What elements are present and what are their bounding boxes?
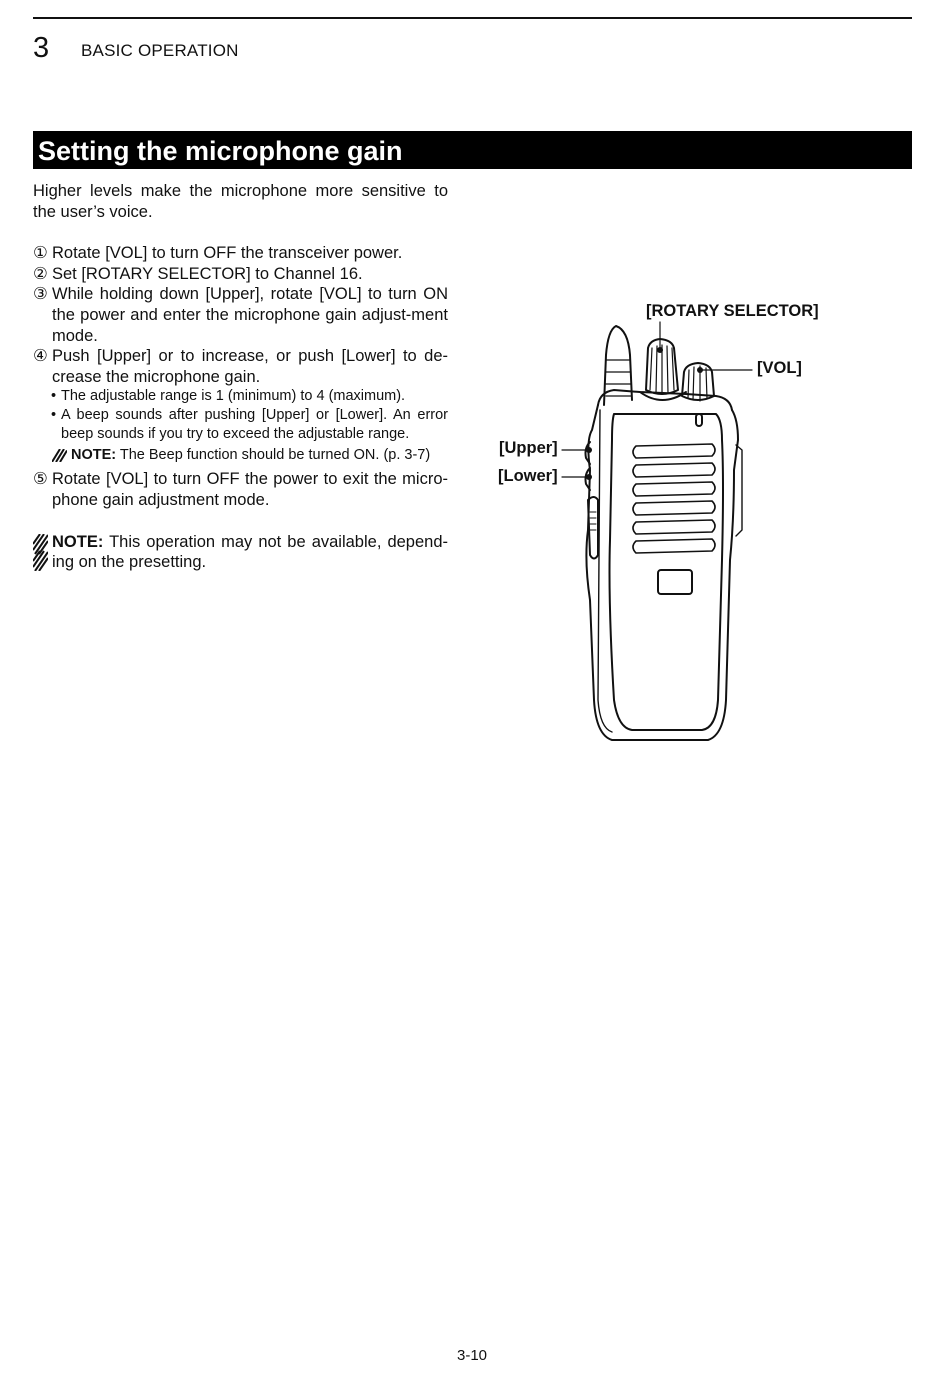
label-vol: [VOL] [757, 359, 802, 377]
step-text: While holding down [Upper], rotate [VOL] to turn ON the power and enter the microphone gain adjust-ment mode. [52, 285, 448, 345]
note-text: The Beep function should be turned ON. (p. 3-7) [116, 447, 431, 464]
step-4-note [33, 446, 448, 465]
label-lower: [Lower] [498, 467, 558, 485]
step-text: Rotate [VOL] to turn OFF the transceiver power. [52, 244, 403, 263]
step-4-bullet-beep [33, 406, 448, 444]
step-text: Set [ROTARY SELECTOR] to Channel 16. [52, 264, 363, 283]
note-hatch-icon [52, 449, 67, 462]
bullet-icon: • [51, 407, 57, 424]
step-number: ③ [33, 285, 48, 304]
label-rotary-selector: [ROTARY SELECTOR] [646, 302, 819, 320]
step-4 [33, 346, 448, 387]
note-text: This operation may not be available, depend-ing on the presetting. [52, 532, 448, 572]
step-5 [33, 469, 448, 510]
bullet-text: A beep sounds after pushing [Upper] or [Lower]. An error beep sounds if you try to exceed the adjustable range. [61, 407, 448, 443]
logo-plate-icon [658, 570, 692, 594]
step-number: ⑤ [33, 470, 48, 489]
section-title: Setting the microphone gain [33, 131, 912, 169]
speaker-grille-icon [633, 444, 715, 553]
step-1 [33, 243, 448, 264]
label-upper: [Upper] [499, 439, 558, 457]
bullet-icon: • [51, 388, 57, 405]
instructions-column [33, 181, 448, 573]
chapter-number: 3 [33, 32, 50, 64]
intro-paragraph: Higher levels make the microphone more sensitive to the user’s voice. [33, 182, 448, 221]
step-number: ① [33, 244, 48, 263]
transceiver-illustration [490, 295, 840, 750]
page-number: 3-10 [456, 1347, 488, 1364]
step-text: Push [Upper] or to increase, or push [Lower] to de-crease the microphone gain. [52, 347, 448, 386]
note-label: NOTE: [71, 447, 117, 464]
step-number: ④ [33, 347, 48, 366]
header-rule [33, 17, 912, 19]
note-label: NOTE: [52, 532, 104, 551]
general-note [33, 532, 448, 573]
antenna-icon [604, 326, 632, 405]
step-4-bullet-range [33, 387, 448, 406]
step-2 [33, 264, 448, 285]
led-icon [696, 414, 702, 426]
step-number: ② [33, 264, 48, 283]
rotary-selector-knob-icon [640, 339, 686, 400]
note-hatch-icon [33, 534, 48, 571]
step-text: Rotate [VOL] to turn OFF the power to exit the micro-phone gain adjustment mode. [52, 470, 448, 509]
step-3 [33, 284, 448, 346]
bullet-text: The adjustable range is 1 (minimum) to 4 (maximum). [61, 388, 406, 405]
chapter-title: BASIC OPERATION [81, 41, 239, 60]
